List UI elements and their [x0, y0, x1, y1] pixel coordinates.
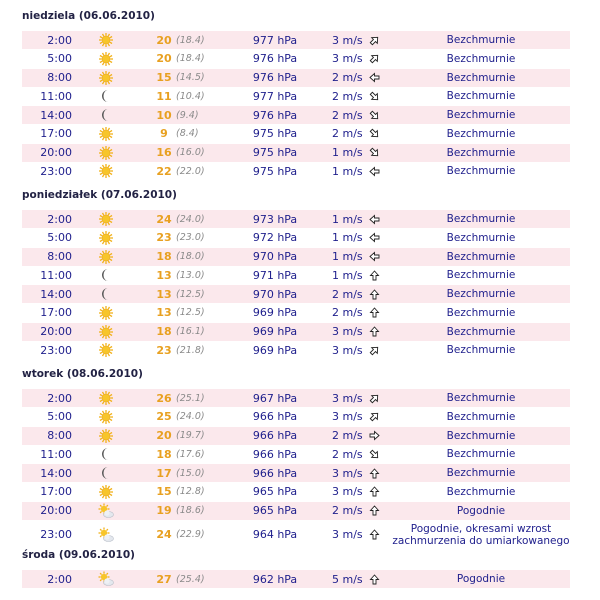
time-cell: 14:00	[40, 108, 72, 122]
time-cell: 8:00	[47, 429, 72, 442]
pressure: 966 hPa	[252, 429, 298, 442]
pressure: 976 hPa	[252, 108, 298, 122]
feels-like-temperature: (22.0)	[176, 165, 205, 177]
moon-icon	[94, 285, 118, 303]
wind-direction-arrow-icon	[367, 210, 381, 228]
temperature: 11	[156, 89, 172, 103]
pressure: 973 hPa	[252, 212, 298, 226]
weather-description: Bezchmurnie	[446, 485, 516, 498]
time-cell: 2:00	[47, 33, 72, 47]
weather-description: Bezchmurnie	[446, 429, 516, 442]
wind-direction-arrow-icon	[367, 144, 381, 162]
pressure: 969 hPa	[252, 325, 298, 338]
wind-speed: 3 m/s	[332, 325, 363, 338]
wind-speed: 3 m/s	[332, 466, 363, 480]
pressure: 969 hPa	[252, 306, 298, 320]
wind-direction-arrow-icon	[367, 570, 381, 588]
sun-icon	[94, 144, 118, 162]
feels-like-temperature: (21.8)	[176, 344, 205, 356]
weather-description: Bezchmurnie	[446, 288, 516, 300]
pressure: 970 hPa	[252, 287, 298, 301]
forecast-row	[22, 87, 570, 105]
forecast-row	[22, 570, 570, 588]
feels-like-temperature: (23.0)	[176, 232, 205, 244]
forecast-row	[22, 248, 570, 266]
forecast-row	[22, 502, 570, 520]
feels-like-temperature: (17.6)	[176, 448, 205, 460]
temperature: 18	[156, 325, 172, 338]
wind-speed: 2 m/s	[332, 504, 363, 517]
sun-icon	[94, 248, 118, 266]
moon-icon	[94, 106, 118, 124]
sun-icon	[94, 162, 118, 180]
feels-like-temperature: (15.0)	[176, 467, 205, 479]
temperature: 20	[156, 429, 172, 442]
wind-speed: 3 m/s	[332, 52, 363, 66]
temperature: 16	[156, 146, 172, 159]
weather-description: Bezchmurnie	[446, 231, 516, 244]
time-cell: 2:00	[47, 212, 72, 226]
forecast-row	[22, 31, 570, 49]
temperature: 18	[156, 250, 172, 263]
temperature: 22	[156, 164, 172, 178]
forecast-row	[22, 389, 570, 407]
sun-icon	[94, 323, 118, 341]
temperature: 19	[156, 504, 172, 517]
time-cell: 23:00	[40, 343, 72, 357]
wind-direction-arrow-icon	[367, 125, 381, 143]
pressure: 966 hPa	[252, 466, 298, 480]
weather-description: Bezchmurnie	[446, 448, 516, 461]
wind-direction-arrow-icon	[367, 162, 381, 180]
wind-direction-arrow-icon	[367, 483, 381, 501]
weather-description: Pogodnie, okresami wzrost zachmurzenia do umiarkowanego	[392, 522, 570, 547]
feels-like-temperature: (13.0)	[176, 269, 205, 281]
pressure: 977 hPa	[252, 33, 298, 47]
pressure: 977 hPa	[252, 89, 298, 103]
wind-direction-arrow-icon	[367, 408, 381, 426]
wind-direction-arrow-icon	[367, 389, 381, 407]
sun-icon	[94, 408, 118, 426]
time-cell: 8:00	[47, 250, 72, 263]
weather-description: Bezchmurnie	[446, 392, 516, 404]
wind-direction-arrow-icon	[367, 69, 381, 87]
feels-like-temperature: (10.4)	[176, 90, 205, 102]
wind-direction-arrow-icon	[367, 50, 381, 68]
wind-speed: 1 m/s	[332, 146, 363, 159]
temperature: 13	[156, 287, 172, 301]
sun-cloud-icon	[94, 502, 118, 520]
sun-icon	[94, 210, 118, 228]
wind-direction-arrow-icon	[367, 31, 381, 49]
weather-description: Bezchmurnie	[446, 213, 516, 225]
wind-speed: 3 m/s	[332, 343, 363, 357]
pressure: 975 hPa	[252, 127, 298, 141]
forecast-row	[22, 229, 570, 247]
wind-direction-arrow-icon	[367, 266, 381, 284]
wind-speed: 3 m/s	[332, 33, 363, 47]
wind-direction-arrow-icon	[367, 520, 381, 549]
pressure: 965 hPa	[252, 485, 298, 499]
pressure: 976 hPa	[252, 52, 298, 66]
time-cell: 11:00	[40, 89, 72, 103]
time-cell: 11:00	[40, 268, 72, 282]
feels-like-temperature: (19.7)	[176, 430, 205, 441]
wind-speed: 1 m/s	[332, 164, 363, 178]
sun-icon	[94, 389, 118, 407]
moon-icon	[94, 266, 118, 284]
weather-description: Bezchmurnie	[446, 165, 516, 178]
sun-icon	[94, 69, 118, 87]
wind-speed: 3 m/s	[332, 410, 363, 424]
forecast-row	[22, 285, 570, 303]
forecast-row	[22, 304, 570, 322]
forecast-row	[22, 520, 570, 549]
sun-icon	[94, 427, 118, 445]
temperature: 18	[156, 447, 172, 461]
pressure: 965 hPa	[252, 504, 298, 517]
temperature: 13	[156, 268, 172, 282]
weather-description: Bezchmurnie	[446, 410, 516, 423]
forecast-row	[22, 69, 570, 87]
temperature: 13	[156, 306, 172, 320]
wind-direction-arrow-icon	[367, 285, 381, 303]
temperature: 24	[156, 528, 172, 542]
feels-like-temperature: (14.5)	[176, 72, 205, 83]
wind-direction-arrow-icon	[367, 427, 381, 445]
forecast-row	[22, 483, 570, 501]
wind-speed: 2 m/s	[332, 71, 363, 84]
wind-speed: 2 m/s	[332, 306, 363, 320]
forecast-row	[22, 341, 570, 359]
pressure: 969 hPa	[252, 343, 298, 357]
pressure: 975 hPa	[252, 146, 298, 159]
forecast-row	[22, 464, 570, 482]
wind-speed: 3 m/s	[332, 528, 363, 542]
feels-like-temperature: (16.1)	[176, 326, 205, 337]
feels-like-temperature: (12.5)	[176, 288, 205, 300]
wind-direction-arrow-icon	[367, 304, 381, 322]
time-cell: 2:00	[47, 572, 72, 586]
feels-like-temperature: (25.1)	[176, 392, 205, 404]
weather-description: Bezchmurnie	[446, 250, 516, 263]
weather-description: Bezchmurnie	[446, 344, 516, 357]
wind-direction-arrow-icon	[367, 341, 381, 359]
pressure: 970 hPa	[252, 250, 298, 263]
feels-like-temperature: (22.9)	[176, 529, 205, 541]
moon-icon	[94, 464, 118, 482]
wind-direction-arrow-icon	[367, 229, 381, 247]
feels-like-temperature: (18.6)	[176, 505, 205, 516]
forecast-row	[22, 323, 570, 341]
wind-speed: 2 m/s	[332, 429, 363, 442]
day-header: niedziela (06.06.2010)	[22, 10, 155, 22]
wind-speed: 5 m/s	[332, 572, 363, 586]
feels-like-temperature: (24.0)	[176, 213, 205, 225]
forecast-row	[22, 266, 570, 284]
weather-description: Bezchmurnie	[446, 146, 516, 159]
time-cell: 23:00	[40, 164, 72, 178]
wind-direction-arrow-icon	[367, 445, 381, 463]
temperature: 10	[156, 108, 172, 122]
forecast-row	[22, 162, 570, 180]
temperature: 23	[156, 343, 172, 357]
forecast-row	[22, 210, 570, 228]
pressure: 972 hPa	[252, 231, 298, 245]
forecast-row	[22, 106, 570, 124]
forecast-row	[22, 125, 570, 143]
day-header: wtorek (08.06.2010)	[22, 368, 143, 380]
wind-speed: 3 m/s	[332, 391, 363, 405]
temperature: 24	[156, 212, 172, 226]
sun-icon	[94, 341, 118, 359]
pressure: 971 hPa	[252, 268, 298, 282]
temperature: 9	[160, 127, 168, 141]
wind-direction-arrow-icon	[367, 502, 381, 520]
time-cell: 14:00	[40, 466, 72, 480]
weather-description: Bezchmurnie	[446, 90, 516, 103]
feels-like-temperature: (25.4)	[176, 573, 205, 585]
wind-direction-arrow-icon	[367, 106, 381, 124]
moon-icon	[94, 445, 118, 463]
wind-speed: 1 m/s	[332, 268, 363, 282]
sun-cloud-icon	[94, 570, 118, 588]
time-cell: 17:00	[40, 306, 72, 320]
time-cell: 17:00	[40, 127, 72, 141]
wind-direction-arrow-icon	[367, 248, 381, 266]
forecast-row	[22, 144, 570, 162]
time-cell: 23:00	[40, 528, 72, 542]
time-cell: 14:00	[40, 287, 72, 301]
time-cell: 5:00	[47, 231, 72, 245]
feels-like-temperature: (16.0)	[176, 147, 205, 158]
wind-speed: 2 m/s	[332, 108, 363, 122]
sun-icon	[94, 304, 118, 322]
weather-description: Pogodnie	[456, 573, 506, 585]
forecast-row	[22, 50, 570, 68]
moon-icon	[94, 87, 118, 105]
wind-speed: 3 m/s	[332, 485, 363, 499]
temperature: 25	[156, 410, 172, 424]
feels-like-temperature: (18.4)	[176, 34, 205, 46]
pressure: 964 hPa	[252, 528, 298, 542]
weather-description: Bezchmurnie	[446, 306, 516, 319]
time-cell: 20:00	[40, 504, 72, 517]
feels-like-temperature: (18.4)	[176, 53, 205, 65]
temperature: 15	[156, 485, 172, 499]
pressure: 975 hPa	[252, 164, 298, 178]
time-cell: 5:00	[47, 410, 72, 424]
time-cell: 11:00	[40, 447, 72, 461]
sun-icon	[94, 31, 118, 49]
weather-description: Bezchmurnie	[446, 71, 516, 84]
weather-description: Bezchmurnie	[446, 127, 516, 140]
sun-icon	[94, 483, 118, 501]
pressure: 966 hPa	[252, 410, 298, 424]
wind-direction-arrow-icon	[367, 323, 381, 341]
time-cell: 20:00	[40, 146, 72, 159]
forecast-row	[22, 408, 570, 426]
feels-like-temperature: (9.4)	[176, 109, 199, 121]
time-cell: 20:00	[40, 325, 72, 338]
sun-icon	[94, 50, 118, 68]
day-header: poniedziałek (07.06.2010)	[22, 189, 177, 201]
weather-description: Bezchmurnie	[446, 34, 516, 46]
wind-direction-arrow-icon	[367, 464, 381, 482]
wind-speed: 2 m/s	[332, 287, 363, 301]
wind-speed: 2 m/s	[332, 127, 363, 141]
temperature: 27	[156, 572, 172, 586]
weather-description: Bezchmurnie	[446, 325, 516, 338]
temperature: 26	[156, 391, 172, 405]
sun-icon	[94, 125, 118, 143]
weather-description: Bezchmurnie	[446, 269, 516, 282]
feels-like-temperature: (24.0)	[176, 411, 205, 423]
feels-like-temperature: (12.5)	[176, 307, 205, 319]
pressure: 966 hPa	[252, 447, 298, 461]
wind-speed: 1 m/s	[332, 212, 363, 226]
feels-like-temperature: (18.0)	[176, 251, 205, 262]
time-cell: 8:00	[47, 71, 72, 84]
wind-speed: 1 m/s	[332, 231, 363, 245]
wind-direction-arrow-icon	[367, 87, 381, 105]
weather-description: Bezchmurnie	[446, 109, 516, 121]
pressure: 967 hPa	[252, 391, 298, 405]
forecast-row	[22, 445, 570, 463]
temperature: 23	[156, 231, 172, 245]
weather-description: Bezchmurnie	[446, 467, 516, 479]
time-cell: 17:00	[40, 485, 72, 499]
time-cell: 2:00	[47, 391, 72, 405]
sun-icon	[94, 229, 118, 247]
temperature: 20	[156, 52, 172, 66]
sun-cloud-icon	[94, 520, 118, 549]
forecast-row	[22, 427, 570, 445]
wind-speed: 2 m/s	[332, 447, 363, 461]
wind-speed: 2 m/s	[332, 89, 363, 103]
day-header: środa (09.06.2010)	[22, 549, 135, 561]
wind-speed: 1 m/s	[332, 250, 363, 263]
temperature: 17	[156, 466, 172, 480]
feels-like-temperature: (12.8)	[176, 486, 205, 498]
weather-description: Pogodnie	[456, 504, 506, 517]
feels-like-temperature: (8.4)	[176, 128, 199, 140]
weather-description: Bezchmurnie	[446, 52, 516, 65]
temperature: 20	[156, 33, 172, 47]
time-cell: 5:00	[47, 52, 72, 66]
pressure: 962 hPa	[252, 572, 298, 586]
pressure: 976 hPa	[252, 71, 298, 84]
temperature: 15	[156, 71, 172, 84]
